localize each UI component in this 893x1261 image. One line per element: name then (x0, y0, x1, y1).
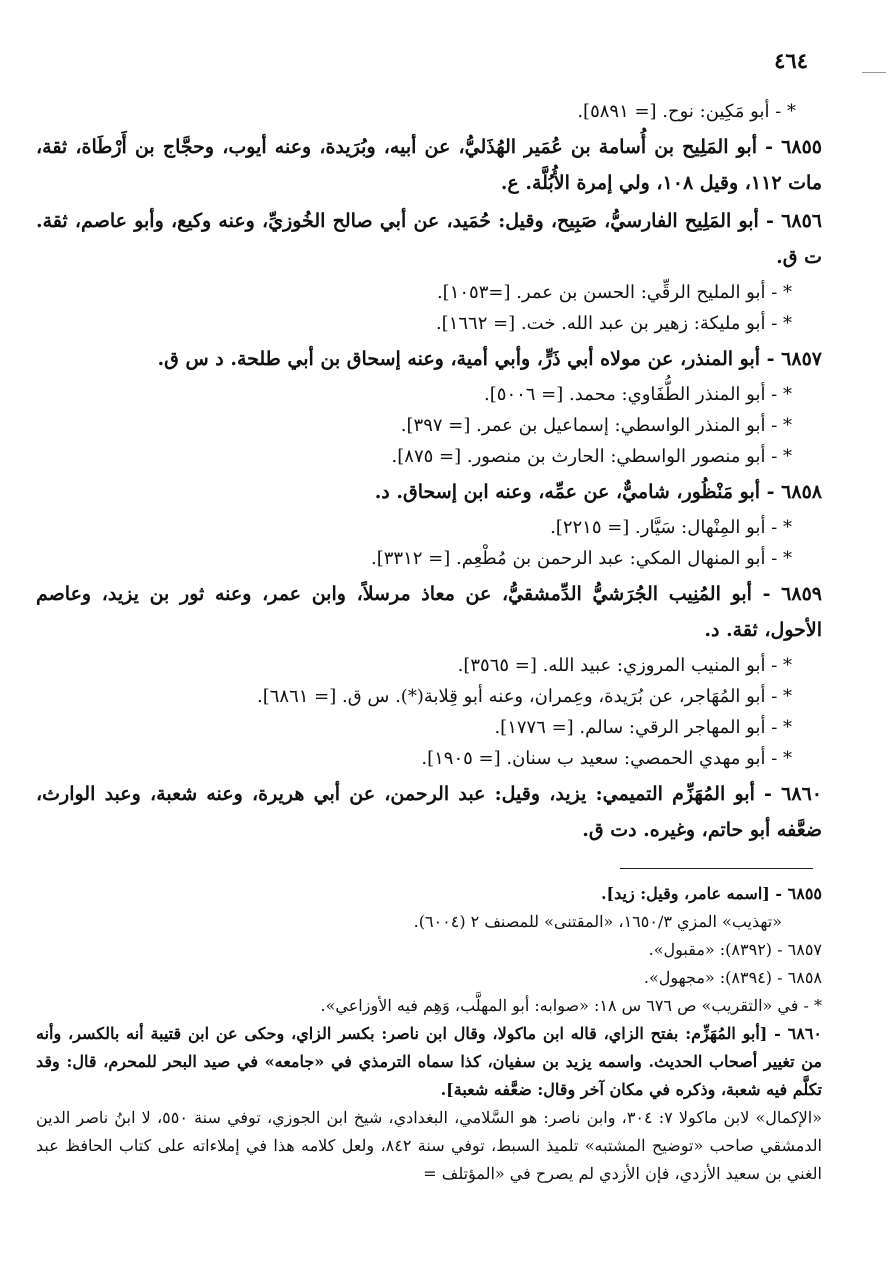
entry-ref: * - أبو المنذر الواسطي: إسماعيل بن عمر. [= ٣٩٧]. (400, 415, 792, 436)
footnotes-section (36, 880, 822, 1188)
entry-ref: * - أبو مليكة: زهير بن عبد الله. خت. [= ١٦٦٢]. (435, 313, 792, 334)
page-number: ٤٦٤ (774, 48, 808, 73)
entry-ref: * - أبو المنذر الطُّفَاوي: محمد. [= ٥٠٠٦]. (484, 384, 792, 405)
entry-main: ٦٨٥٦ - أبو المَلِيح الفارسيُّ، صَبِيح، وقيل: حُمَيد، عن أبي صالح الخُوزيِّ، وعنه وكيع، وأبو عاصم، ثقة. ت ق. (36, 210, 822, 268)
entry-ref: * - أبو مَكِين: نوح. [= ٥٨٩١]. (577, 101, 796, 122)
footnote: ٦٨٦٠ - [أبو المُهَزِّم: بفتح الزاي، قاله ابن ماكولا، وقال ابن ناصر: بكسر الزاي، وحكى عن ابن قتيبة أنه بالكسر، وأنه من تغيير أصحاب الحديث. واسمه يزيد بن سفيان، كذا سماه الترمذي في «جامعه» في صيد البحر للمحرم، قال: وقد تكلَّم فيه شعبة، وذكره في مكان آخر وقال: ضعَّفه شعبة]. (36, 1024, 822, 1099)
footnote: «تهذيب» المزي ١٦٥٠/٣، «المقتنى» للمصنف ٢ (٦٠٠٤). (413, 912, 782, 931)
entry-ref: * - أبو المنيب المروزي: عبيد الله. [= ٣٥٦٥]. (457, 655, 792, 676)
footnote: * - في «التقريب» ص ٦٧٦ س ١٨: «صوابه: أبو المهلَّب، وَهِم فيه الأوزاعي». (320, 996, 822, 1015)
footnote: ٦٨٥٨ - (٨٣٩٤): «مجهول». (643, 968, 822, 987)
entry-ref: * - أبو منصور الواسطي: الحارث بن منصور. [= ٨٧٥]. (391, 446, 792, 467)
entry-ref: * - أبو المهاجر الرقي: سالم. [= ١٧٧٦]. (494, 717, 792, 738)
entry-main: ٦٨٦٠ - أبو المُهَزِّم التميمي: يزيد، وقيل: عبد الرحمن، عن أبي هريرة، وعنه شعبة، وعبد الوارث، ضعَّفه أبو حاتم، وغيره. دت ق. (36, 783, 822, 841)
footnote-divider (620, 868, 813, 869)
entry-main: ٦٨٥٥ - أبو المَلِيح بن أُسامة بن عُمَير الهُذَليُّ، عن أبيه، وبُرَيدة، وعنه أيوب، وحجَّاج بن أَرْطَاة، ثقة، مات ١١٢، وقيل ١٠٨، ولي إمرة الأُبُلَّة. ع. (36, 136, 822, 194)
entry-ref: * - أبو المِنْهال: سَيَّار. [= ٢٢١٥]. (550, 517, 792, 538)
entry-ref: * - أبو المُهَاجر، عن بُرَيدة، وعِمران، وعنه أبو قِلابة(*). س ق. [= ٦٨٦١]. (257, 686, 792, 707)
entry-main: ٦٨٥٩ - أبو المُنِيب الجُرَشيُّ الدِّمشقيُّ، عن معاذ مرسلاً، وابن عمر، وعنه ثور بن يزيد، وعاصم الأحول، ثقة. د. (36, 583, 822, 641)
footnote: ٦٨٥٧ - (٨٣٩٢): «مقبول». (648, 940, 822, 959)
entry-ref: * - أبو المنهال المكي: عبد الرحمن بن مُطْعِم. [= ٣٣١٢]. (371, 548, 792, 569)
entries-section (36, 96, 822, 850)
footnote: ٦٨٥٥ - [اسمه عامر، وقيل: زيد]. (600, 884, 822, 903)
entry-main: ٦٨٥٧ - أبو المنذر، عن مولاه أبي ذَرٍّ، وأبي أمية، وعنه إسحاق بن أبي طلحة. د س ق. (157, 348, 822, 370)
footnote: «الإكمال» لابن ماكولا ٧: ٣٠٤، وابن ناصر: هو السَّلامي، البغدادي، شيخ ابن الجوزي، توفي سنة ٥٥٠، لا ابنُ ناصر الدين الدمشقي صاحب «توضيح المشتبه» تلميذ السبط، توفي سنة ٨٤٢، ولعل كلامه هذا في إملاءاته على كتاب الحافظ عبد الغني بن سعيد الأزدي، فإن الأزدي لم يصرح في «المؤتلف = (36, 1108, 823, 1183)
corner-mark (862, 72, 886, 73)
entry-ref: * - أبو مهدي الحمصي: سعيد ب سنان. [= ١٩٠٥]. (421, 748, 792, 769)
entry-main: ٦٨٥٨ - أبو مَنْظُور، شاميٌّ، عن عمِّه، وعنه ابن إسحاق. د. (374, 481, 822, 503)
entry-ref: * - أبو المليح الرقِّي: الحسن بن عمر. [=١٠٥٣]. (436, 282, 792, 303)
